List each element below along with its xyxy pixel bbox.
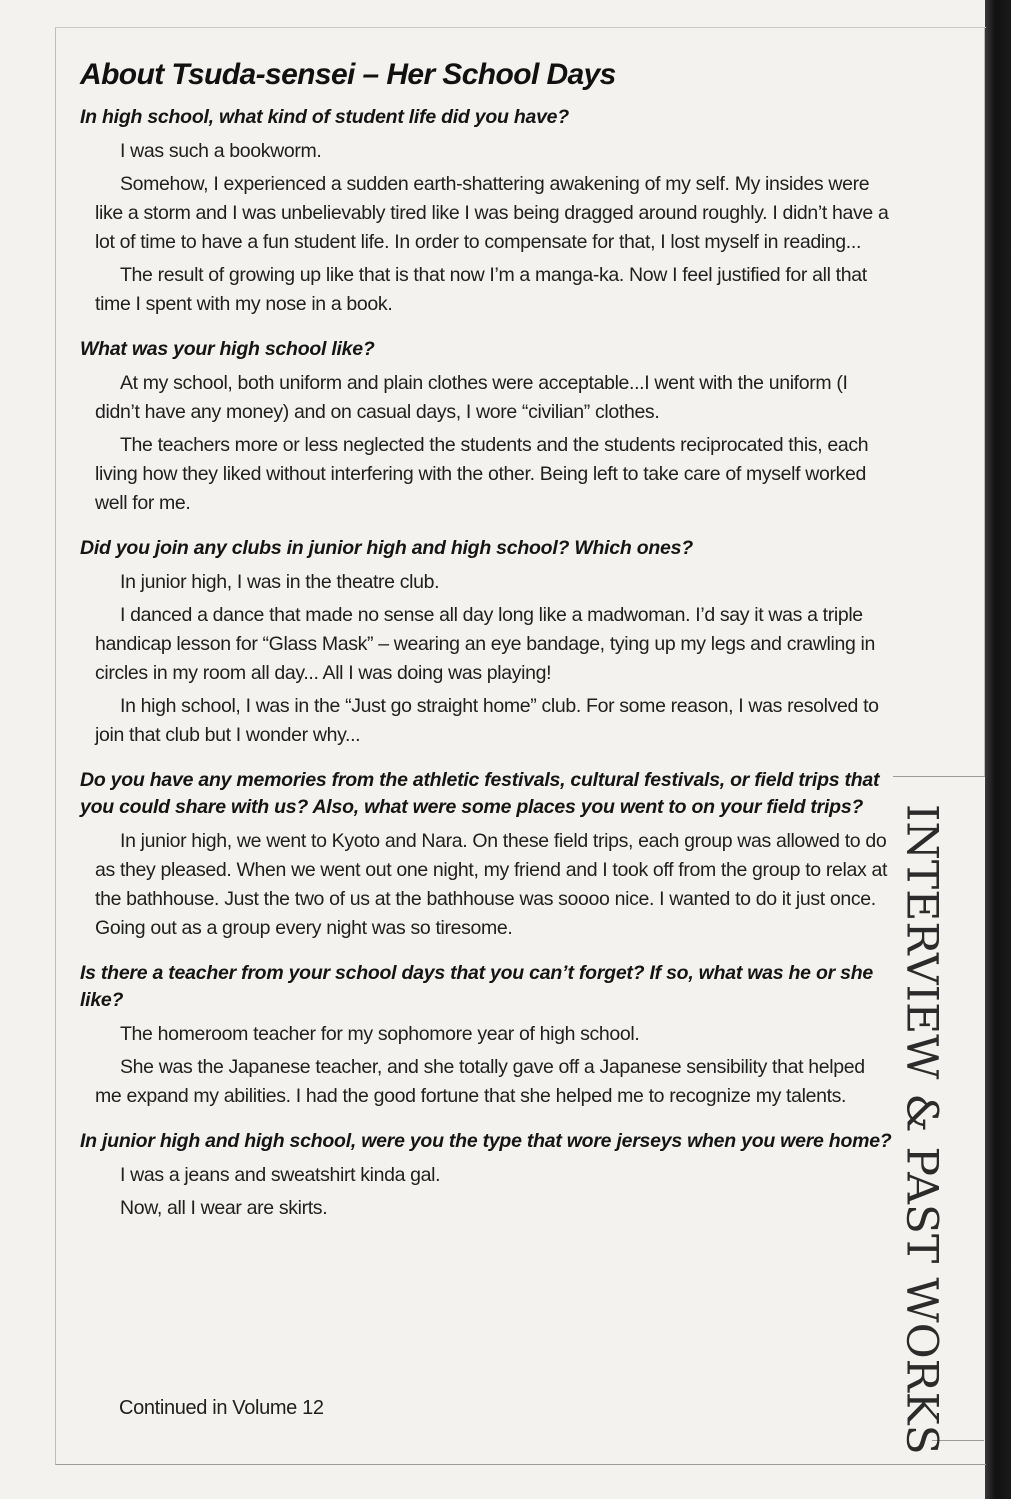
- answer-paragraph: The teachers more or less neglected the students and the students reciprocated this, each living how they liked without interfering with the other. Being left to take care of myself worked well for me.: [95, 434, 869, 514]
- continued-note: Continued in Volume 12: [119, 1397, 324, 1419]
- answer-paragraph: In junior high, we went to Kyoto and Nara. On these field trips, each group was allowed to do as they pleased. When we went out one night, my friend and I took off from the group to relax at the bathhouse. Just the two of us at the bathhouse was soooo nice. I wanted to do it just once. Going out as a group every night was so tiresome.: [95, 830, 888, 939]
- side-label-rule: [893, 776, 985, 777]
- answer-paragraph: I was such a bookworm.: [120, 140, 322, 162]
- side-label-text: INTERVIEW & PAST WORKS: [896, 804, 946, 1455]
- page-border-right: [984, 27, 985, 777]
- answer-paragraph: Somehow, I experienced a sudden earth-shattering awakening of my self. My insides were like a storm and I was unbelievably tired like I was being dragged around roughly. I didn’t have a lot of time to have a fun student life. In order to compensate for that, I lost myself in reading...: [95, 173, 889, 253]
- answer-paragraph: In high school, I was in the “Just go straight home” club. For some reason, I was resolved to join that club but I wonder why...: [95, 695, 879, 746]
- question: Did you join any clubs in junior high and high school? Which ones?: [80, 537, 693, 559]
- answer-paragraph: In junior high, I was in the theatre club.: [120, 571, 440, 593]
- answer-paragraph: I was a jeans and sweatshirt kinda gal.: [120, 1164, 441, 1186]
- answer-paragraph: I danced a dance that made no sense all day long like a madwoman. I’d say it was a triple handicap lesson for “Glass Mask” – wearing an eye bandage, tying up my legs and crawling in circles in my room all day... All I was doing was playing!: [95, 604, 876, 684]
- qa-section: [80, 104, 895, 319]
- qa-section: [80, 336, 895, 518]
- answer-paragraph: She was the Japanese teacher, and she totally gave off a Japanese sensibility that helped me expand my abilities. I had the good fortune that she helped me to recognize my talents.: [95, 1056, 865, 1107]
- answer-paragraph: Now, all I wear are skirts.: [120, 1197, 328, 1219]
- question: Is there a teacher from your school days that you can’t forget? If so, what was he or she like?: [80, 962, 873, 1011]
- qa-section: [80, 1128, 895, 1223]
- answer-paragraph: At my school, both uniform and plain clothes were acceptable...I went with the uniform (I didn’t have any money) and on casual days, I wore “civilian” clothes.: [95, 372, 848, 423]
- qa-section: [80, 767, 895, 943]
- question: What was your high school like?: [80, 338, 375, 360]
- qa-section: [80, 960, 895, 1111]
- answer-paragraph: The result of growing up like that is that now I’m a manga-ka. Now I feel justified for all that time I spent with my nose in a book.: [95, 264, 867, 315]
- qa-section: [80, 535, 895, 750]
- book-spine-edge: [985, 0, 1011, 1499]
- answer-paragraph: The homeroom teacher for my sophomore year of high school.: [120, 1023, 640, 1045]
- side-section-label: [891, 804, 951, 1455]
- page-title: About Tsuda-sensei – Her School Days: [80, 58, 616, 91]
- question: Do you have any memories from the athletic festivals, cultural festivals, or field trips that you could share with us? Also, what were some places you went to on your field trips?: [80, 769, 880, 818]
- question: In junior high and high school, were you the type that wore jerseys when you were home?: [80, 1130, 892, 1152]
- article: [80, 58, 895, 1240]
- question: In high school, what kind of student life did you have?: [80, 106, 569, 128]
